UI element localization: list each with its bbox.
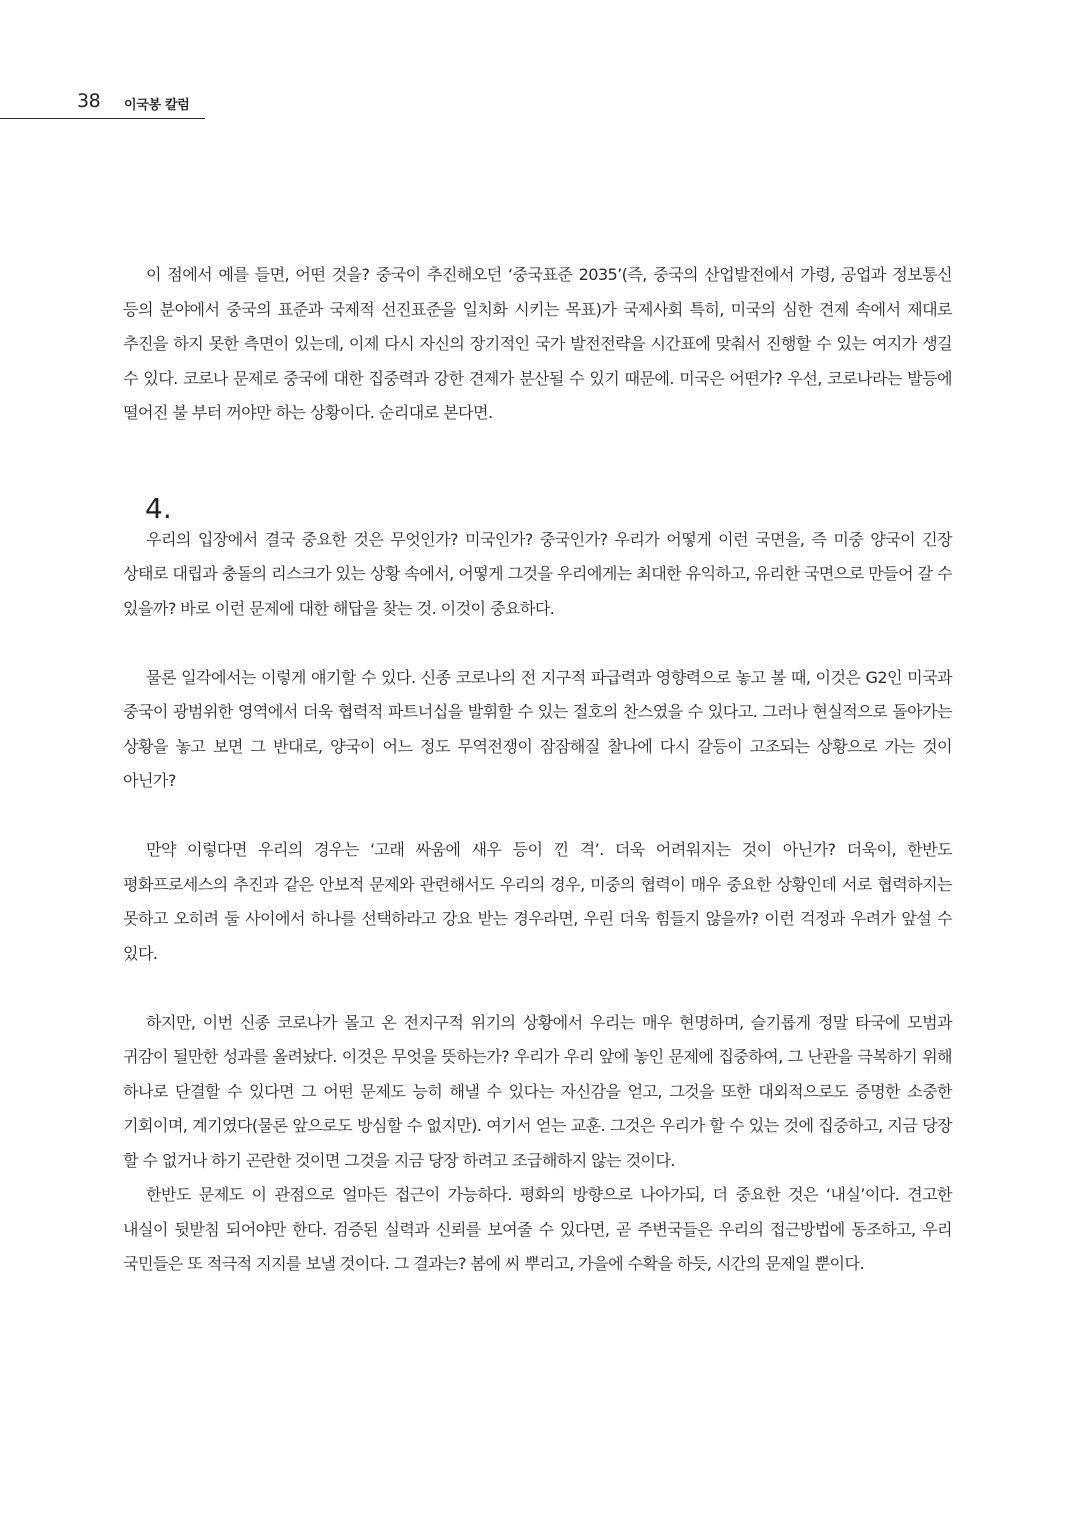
section-paragraph-4: 하지만, 이번 신종 코로나가 몰고 온 전지구적 위기의 상황에서 우리는 매우 현명하며, 슬기롭게 정말 타국에 모범과 귀감이 될만한 성과를 올려놨다. 이것은 무엇을 뜻하는가? 우리가 우리 앞에 놓인 문제에 집중하여, 그 난관을 극복하기 위해 하나로 단결할 수 있다면 그 어떤 문제도 능히 해낼 수 있다는 자신감을 얻고, 그것을 또한 대외적으로도 증명한 소중한 기회이며, 계기였다(물론 앞으로도 방심할 수 없지만). 여기서 얻는 교훈. 그것은 우리가 할 수 있는 것에 집중하고, 지금 당장 할 수 없거나 하기 곤란한 것이면 그것을 지금 당장 하려고 조급해하지 않는 것이다. xyxy=(123,1012,952,1170)
article-body xyxy=(123,258,952,1282)
column-title: 이국봉 칼럼 xyxy=(124,98,190,113)
page-number: 38 xyxy=(77,90,101,112)
section-heading: 4. xyxy=(145,491,172,525)
section-paragraph-5: 한반도 문제도 이 관점으로 얼마든 접근이 가능하다. 평화의 방향으로 나아가되, 더 중요한 것은 ‘내실’이다. 견고한 내실이 뒷받침 되어야만 한다. 검증된 실력과 신뢰를 보여줄 수 있다면, 곧 주변국들은 우리의 접근방법에 동조하고, 우리 국민들은 또 적극적 지지를 보낼 것이다. 그 결과는? 봄에 씨 뿌리고, 가을에 수확을 하듯, 시간의 문제일 뿐이다. xyxy=(123,1185,952,1273)
running-header xyxy=(0,88,205,119)
section-paragraph-1: 우리의 입장에서 결국 중요한 것은 무엇인가? 미국인가? 중국인가? 우리가 어떻게 이런 국면을, 즉 미중 양국이 긴장 상태로 대립과 충돌의 리스크가 있는 상황 속에서, 어떻게 그것을 우리에게는 최대한 유익하고, 유리한 국면으로 만들어 갈 수 있을까? 바로 이런 문제에 대한 해답을 찾는 것. 이것이 중요하다. xyxy=(123,529,952,618)
intro-paragraph: 이 점에서 예를 들면, 어떤 것을? 중국이 추진해오던 ‘중국표준 2035’(즉, 중국의 산업발전에서 가령, 공업과 정보통신 등의 분야에서 중국의 표준과 국제적 선진표준을 일치화 시키는 목표)가 국제사회 특히, 미국의 심한 견제 속에서 제대로 추진을 하지 못한 측면이 있는데, 이제 다시 자신의 장기적인 국가 발전전략을 시간표에 맞춰서 진행할 수 있는 여지가 생길 수 있다. 코로나 문제로 중국에 대한 집중력과 강한 견제가 분산될 수 있기 때문에. 미국은 어떤가? 우선, 코로나라는 발등에 떨어진 불 부터 꺼야만 하는 상황이다. 순리대로 본다면. xyxy=(123,265,952,422)
section-paragraph-2: 물론 일각에서는 이렇게 얘기할 수 있다. 신종 코로나의 전 지구적 파급력과 영향력으로 놓고 볼 때, 이것은 G2인 미국과 중국이 광범위한 영역에서 더욱 협력적 파트너십을 발휘할 수 있는 절호의 찬스였을 수 있다고. 그러나 현실적으로 돌아가는 상황을 놓고 보면 그 반대로, 양국이 어느 정도 무역전쟁이 잠잠해질 찰나에 다시 갈등이 고조되는 상황으로 가는 것이 아닌가? xyxy=(123,667,952,790)
section-paragraph-3: 만약 이렇다면 우리의 경우는 ‘고래 싸움에 새우 등이 낀 격’. 더욱 어려워지는 것이 아닌가? 더욱이, 한반도 평화프로세스의 추진과 같은 안보적 문제와 관련해서도 우리의 경우, 미중의 협력이 매우 중요한 상황인데 서로 협력하지는 못하고 오히려 둘 사이에서 하나를 선택하라고 강요 받는 경우라면, 우린 더욱 힘들지 않을까? 이런 걱정과 우려가 앞설 수 있다. xyxy=(123,840,952,963)
